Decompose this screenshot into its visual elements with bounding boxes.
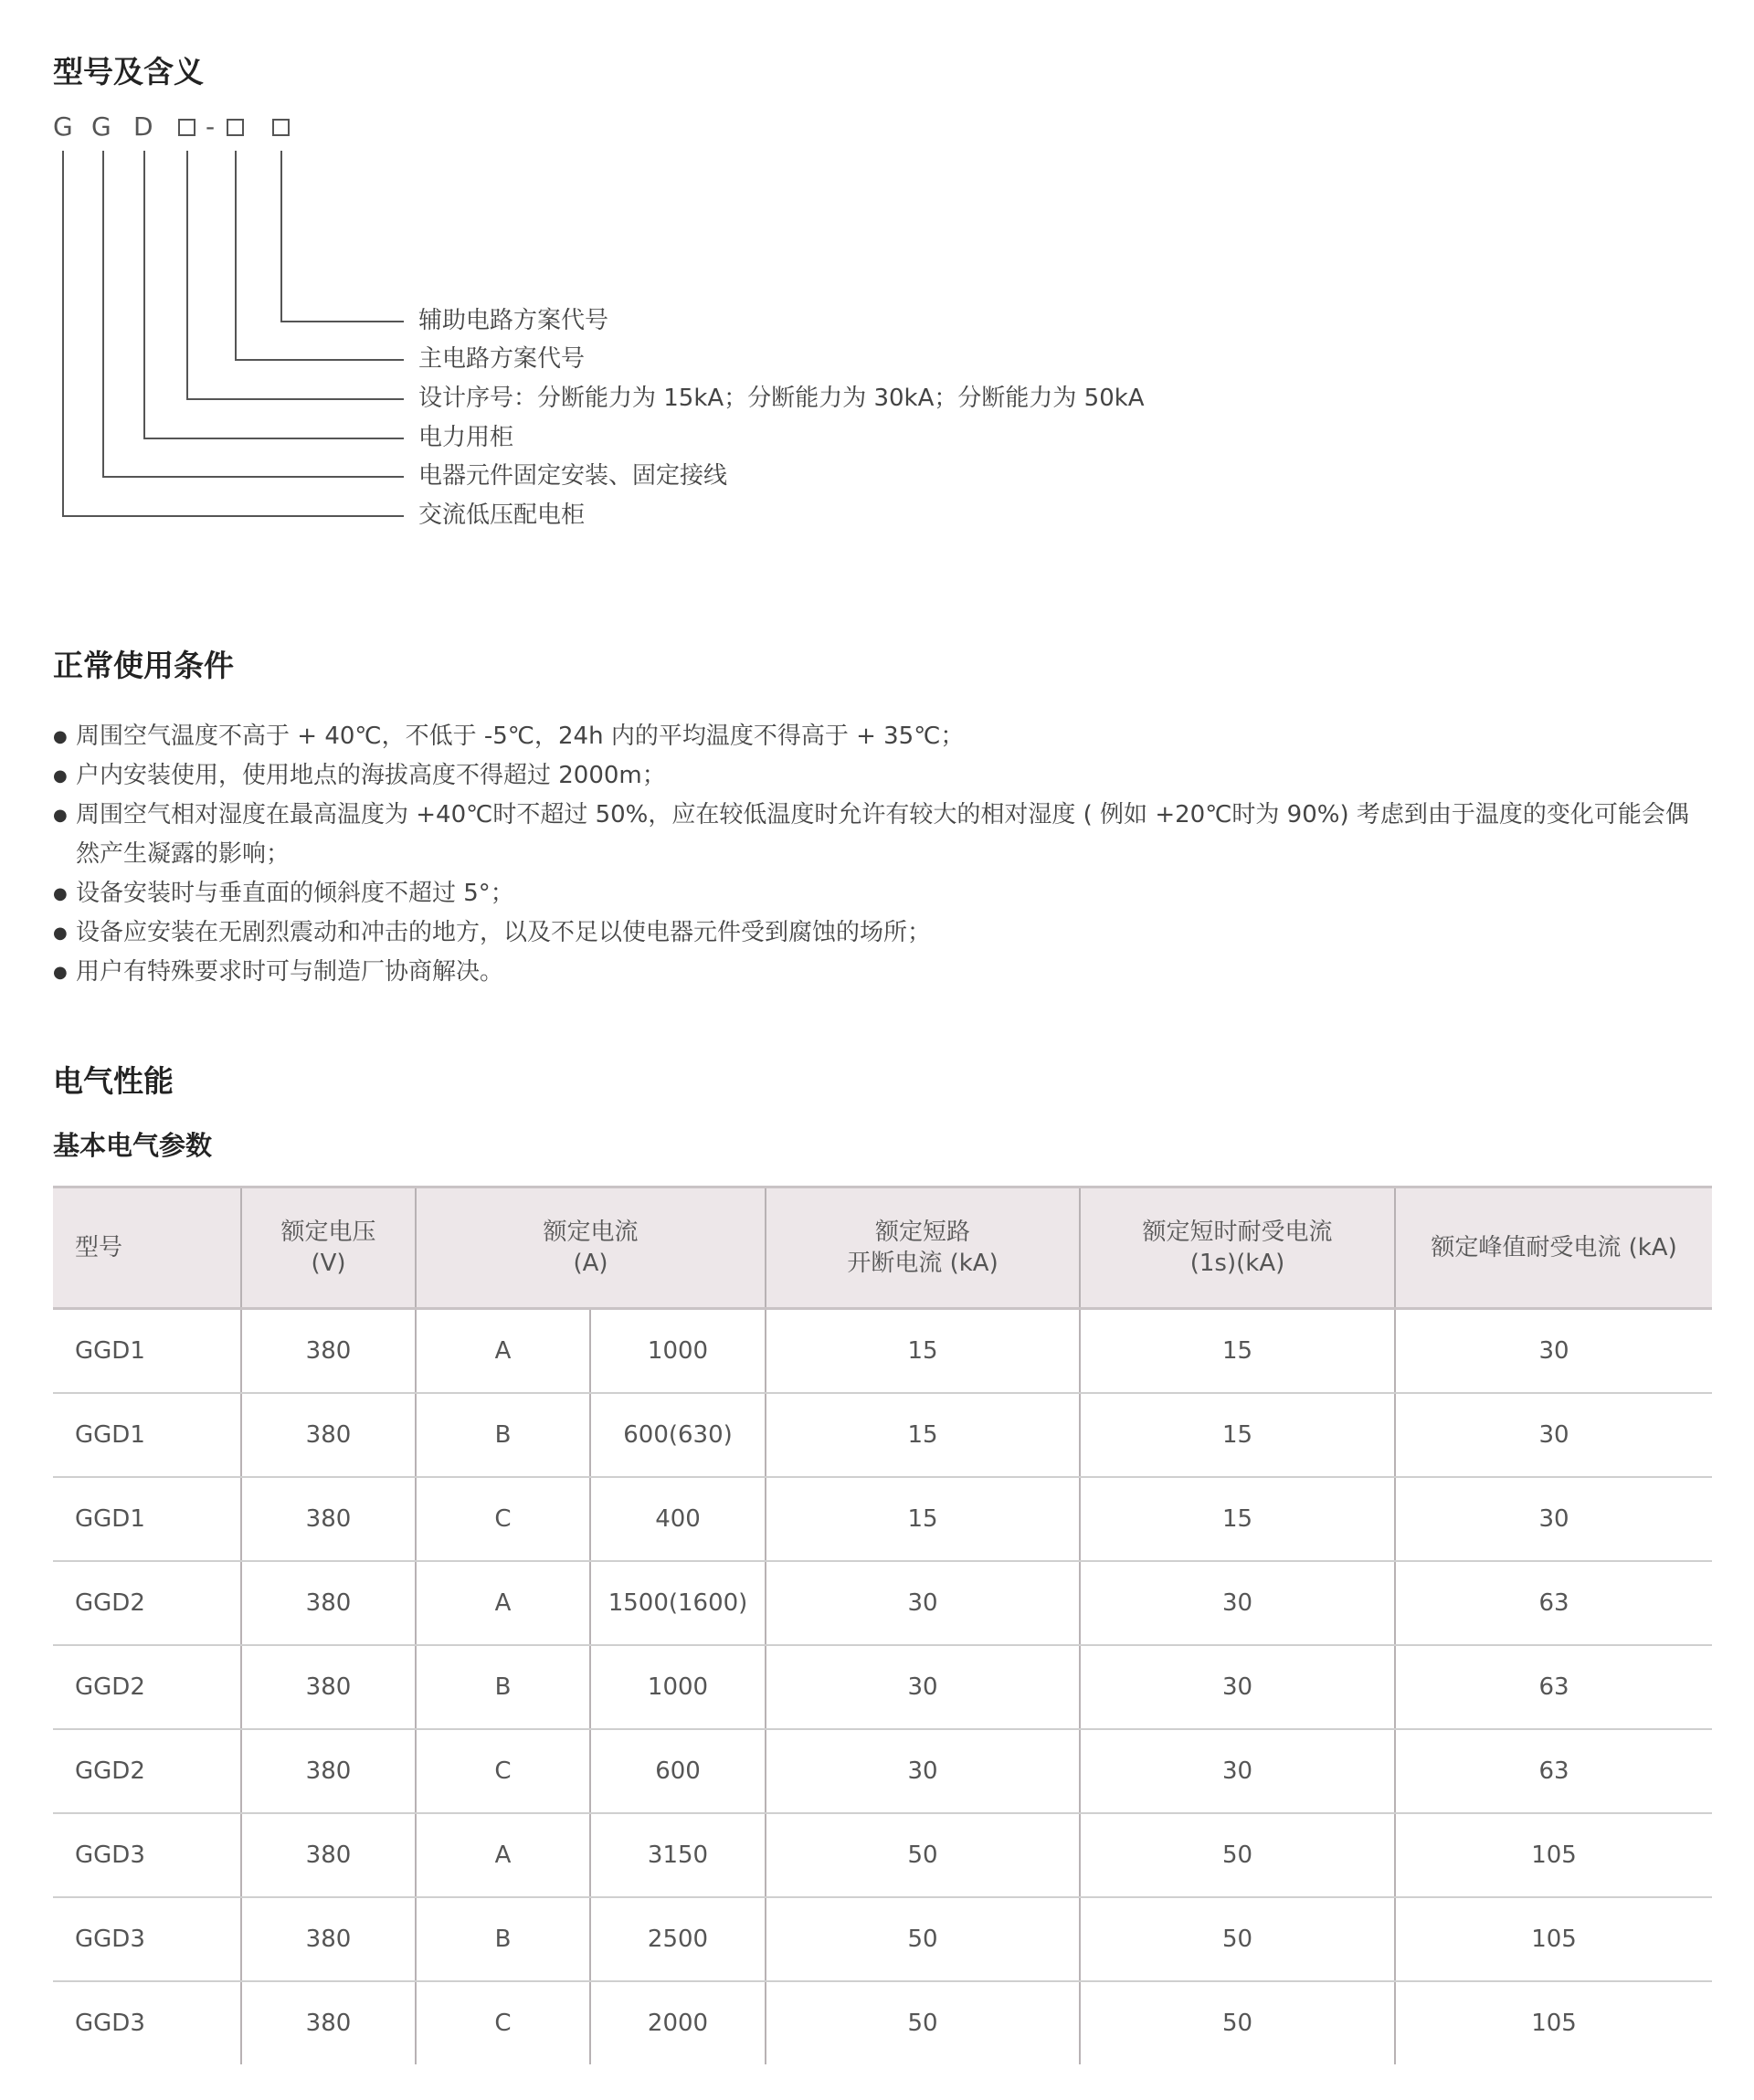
cell-breaking-current: 15 <box>766 1393 1080 1477</box>
meaning-ac-low-voltage: 交流低压配电柜 <box>418 501 586 529</box>
cell-current-grade: B <box>416 1393 590 1477</box>
condition-text: 设备安装时与垂直面的倾斜度不超过 5°； <box>76 880 514 907</box>
bullet-icon: ● <box>53 923 68 943</box>
leader-hline-2 <box>235 359 404 361</box>
header-rated-current: 额定电流 (A) <box>416 1187 766 1309</box>
cell-breaking-current: 15 <box>766 1309 1080 1394</box>
code-placeholder-box-1 <box>178 119 195 136</box>
list-item <box>53 717 1706 756</box>
cell-peak-current: 105 <box>1395 1981 1712 2064</box>
cell-peak-current: 30 <box>1395 1477 1712 1561</box>
list-item <box>53 913 1706 953</box>
condition-text: 周围空气相对湿度在最高温度为 +40℃时不超过 50%，应在较低温度时允许有较大的相对湿度 ( 例如 +20℃时为 90%) 考虑到由于温度的变化可能会偶然产生凝露的影响； <box>76 801 1689 868</box>
cell-current: 1000 <box>590 1309 766 1394</box>
cell-current-grade: B <box>416 1897 590 1981</box>
section-title-electrical-performance: 电气性能 <box>53 1063 174 1099</box>
leader-vline-4 <box>186 151 188 399</box>
section-title-normal-conditions: 正常使用条件 <box>53 648 234 683</box>
meaning-fixed-installation: 电器元件固定安装、固定接线 <box>418 462 728 490</box>
cell-current: 3150 <box>590 1813 766 1897</box>
cell-short-time-current: 30 <box>1080 1561 1395 1645</box>
leader-hline-3 <box>186 398 404 400</box>
code-dash: - <box>206 111 216 142</box>
cell-current: 1500(1600) <box>590 1561 766 1645</box>
header-peak-current: 额定峰值耐受电流 (kA) <box>1395 1187 1712 1309</box>
leader-hline-4 <box>143 438 404 439</box>
section-title-model-meaning: 型号及含义 <box>53 54 204 90</box>
table-row <box>53 1561 1712 1645</box>
conditions-list <box>53 717 1706 992</box>
bullet-icon: ● <box>53 884 68 903</box>
header-short-time-current: 额定短时耐受电流 (1s)(kA) <box>1080 1187 1395 1309</box>
cell-model: GGD2 <box>53 1729 241 1813</box>
cell-current-grade: C <box>416 1729 590 1813</box>
cell-current-grade: A <box>416 1309 590 1394</box>
list-item <box>53 756 1706 796</box>
code-placeholder-box-3 <box>272 119 290 136</box>
cell-model: GGD2 <box>53 1561 241 1645</box>
cell-peak-current: 30 <box>1395 1393 1712 1477</box>
cell-current: 400 <box>590 1477 766 1561</box>
cell-voltage: 380 <box>241 1897 416 1981</box>
cell-current-grade: B <box>416 1645 590 1729</box>
condition-text: 户内安装使用，使用地点的海拔高度不得超过 2000m； <box>76 762 666 789</box>
table-row <box>53 1645 1712 1729</box>
cell-short-time-current: 50 <box>1080 1897 1395 1981</box>
cell-short-time-current: 30 <box>1080 1729 1395 1813</box>
cell-peak-current: 30 <box>1395 1309 1712 1394</box>
cell-short-time-current: 15 <box>1080 1393 1395 1477</box>
cell-short-time-current: 30 <box>1080 1645 1395 1729</box>
parameter-table <box>53 1186 1712 2064</box>
cell-voltage: 380 <box>241 1393 416 1477</box>
code-placeholder-box-2 <box>227 119 244 136</box>
cell-peak-current: 105 <box>1395 1897 1712 1981</box>
cell-peak-current: 105 <box>1395 1813 1712 1897</box>
cell-short-time-current: 15 <box>1080 1477 1395 1561</box>
cell-short-time-current: 15 <box>1080 1309 1395 1394</box>
table-row <box>53 1897 1712 1981</box>
header-breaking-current: 额定短路 开断电流 (kA) <box>766 1187 1080 1309</box>
cell-model: GGD1 <box>53 1393 241 1477</box>
table-row <box>53 1477 1712 1561</box>
table-row <box>53 1729 1712 1813</box>
bullet-icon: ● <box>53 766 68 786</box>
table-header-row <box>53 1187 1712 1309</box>
table-row <box>53 1393 1712 1477</box>
leader-hline-1 <box>280 321 404 322</box>
bullet-icon: ● <box>53 806 68 825</box>
meaning-design-number: 设计序号：分断能力为 15kA；分断能力为 30kA；分断能力为 50kA <box>418 385 1145 412</box>
code-letter-3: D <box>133 111 153 142</box>
cell-breaking-current: 50 <box>766 1981 1080 2064</box>
leader-hline-6 <box>62 515 404 517</box>
leader-vline-5 <box>235 151 237 361</box>
cell-model: GGD3 <box>53 1897 241 1981</box>
cell-voltage: 380 <box>241 1561 416 1645</box>
table-row <box>53 1813 1712 1897</box>
cell-current-grade: C <box>416 1981 590 2064</box>
cell-model: GGD3 <box>75 2010 145 2037</box>
cell-current-grade: A <box>416 1813 590 1897</box>
meaning-auxiliary-circuit: 辅助电路方案代号 <box>418 307 609 334</box>
cell-peak-current: 63 <box>1395 1561 1712 1645</box>
cell-short-time-current: 50 <box>1080 1813 1395 1897</box>
cell-model: GGD2 <box>53 1645 241 1729</box>
cell-current: 600 <box>590 1729 766 1813</box>
table-row <box>53 1309 1712 1394</box>
leader-vline-2 <box>102 151 104 478</box>
header-model: 型号 <box>53 1187 241 1309</box>
code-letter-1: G <box>53 111 73 142</box>
meaning-main-circuit: 主电路方案代号 <box>418 345 586 373</box>
cell-voltage: 380 <box>241 1981 416 2064</box>
leader-vline-6 <box>280 151 282 322</box>
cell-voltage: 380 <box>241 1477 416 1561</box>
cell-voltage: 380 <box>241 1729 416 1813</box>
cell-breaking-current: 30 <box>766 1645 1080 1729</box>
cell-current: 600(630) <box>590 1393 766 1477</box>
header-rated-voltage: 额定电压 (V) <box>241 1187 416 1309</box>
condition-text: 周围空气温度不高于 + 40℃，不低于 -5℃，24h 内的平均温度不得高于 + 35℃； <box>76 723 965 750</box>
subsection-title-basic-parameters: 基本电气参数 <box>53 1130 213 1161</box>
condition-text: 用户有特殊要求时可与制造厂协商解决。 <box>76 958 504 986</box>
cell-current-grade: C <box>416 1477 590 1561</box>
cell-current: 2000 <box>590 1981 766 2064</box>
cell-peak-current: 63 <box>1395 1645 1712 1729</box>
cell-breaking-current: 30 <box>766 1729 1080 1813</box>
cell-current: 2500 <box>590 1897 766 1981</box>
cell-current: 1000 <box>590 1645 766 1729</box>
condition-text: 设备应安装在无剧烈震动和冲击的地方，以及不足以使电器元件受到腐蚀的场所； <box>76 919 932 946</box>
cell-model: GGD1 <box>53 1309 241 1394</box>
bullet-icon: ● <box>53 963 68 982</box>
cell-model: GGD3 <box>53 1813 241 1897</box>
cell-breaking-current: 50 <box>766 1813 1080 1897</box>
meaning-power-cabinet: 电力用柜 <box>418 424 514 451</box>
list-item <box>53 874 1706 913</box>
cell-breaking-current: 30 <box>766 1561 1080 1645</box>
table-row <box>53 1981 1712 2064</box>
leader-vline-3 <box>143 151 145 438</box>
leader-vline-1 <box>62 151 64 516</box>
cell-model: GGD1 <box>53 1477 241 1561</box>
list-item <box>53 953 1706 992</box>
model-code-diagram <box>0 111 1370 534</box>
cell-current-grade: A <box>416 1561 590 1645</box>
cell-voltage: 380 <box>241 1813 416 1897</box>
list-item <box>53 796 1706 874</box>
cell-peak-current: 63 <box>1395 1729 1712 1813</box>
cell-breaking-current: 50 <box>766 1897 1080 1981</box>
cell-voltage: 380 <box>241 1309 416 1394</box>
cell-breaking-current: 15 <box>766 1477 1080 1561</box>
bullet-icon: ● <box>53 727 68 746</box>
cell-short-time-current: 50 <box>1080 1981 1395 2064</box>
leader-hline-5 <box>102 476 404 478</box>
code-letter-2: G <box>91 111 111 142</box>
cell-voltage: 380 <box>241 1645 416 1729</box>
